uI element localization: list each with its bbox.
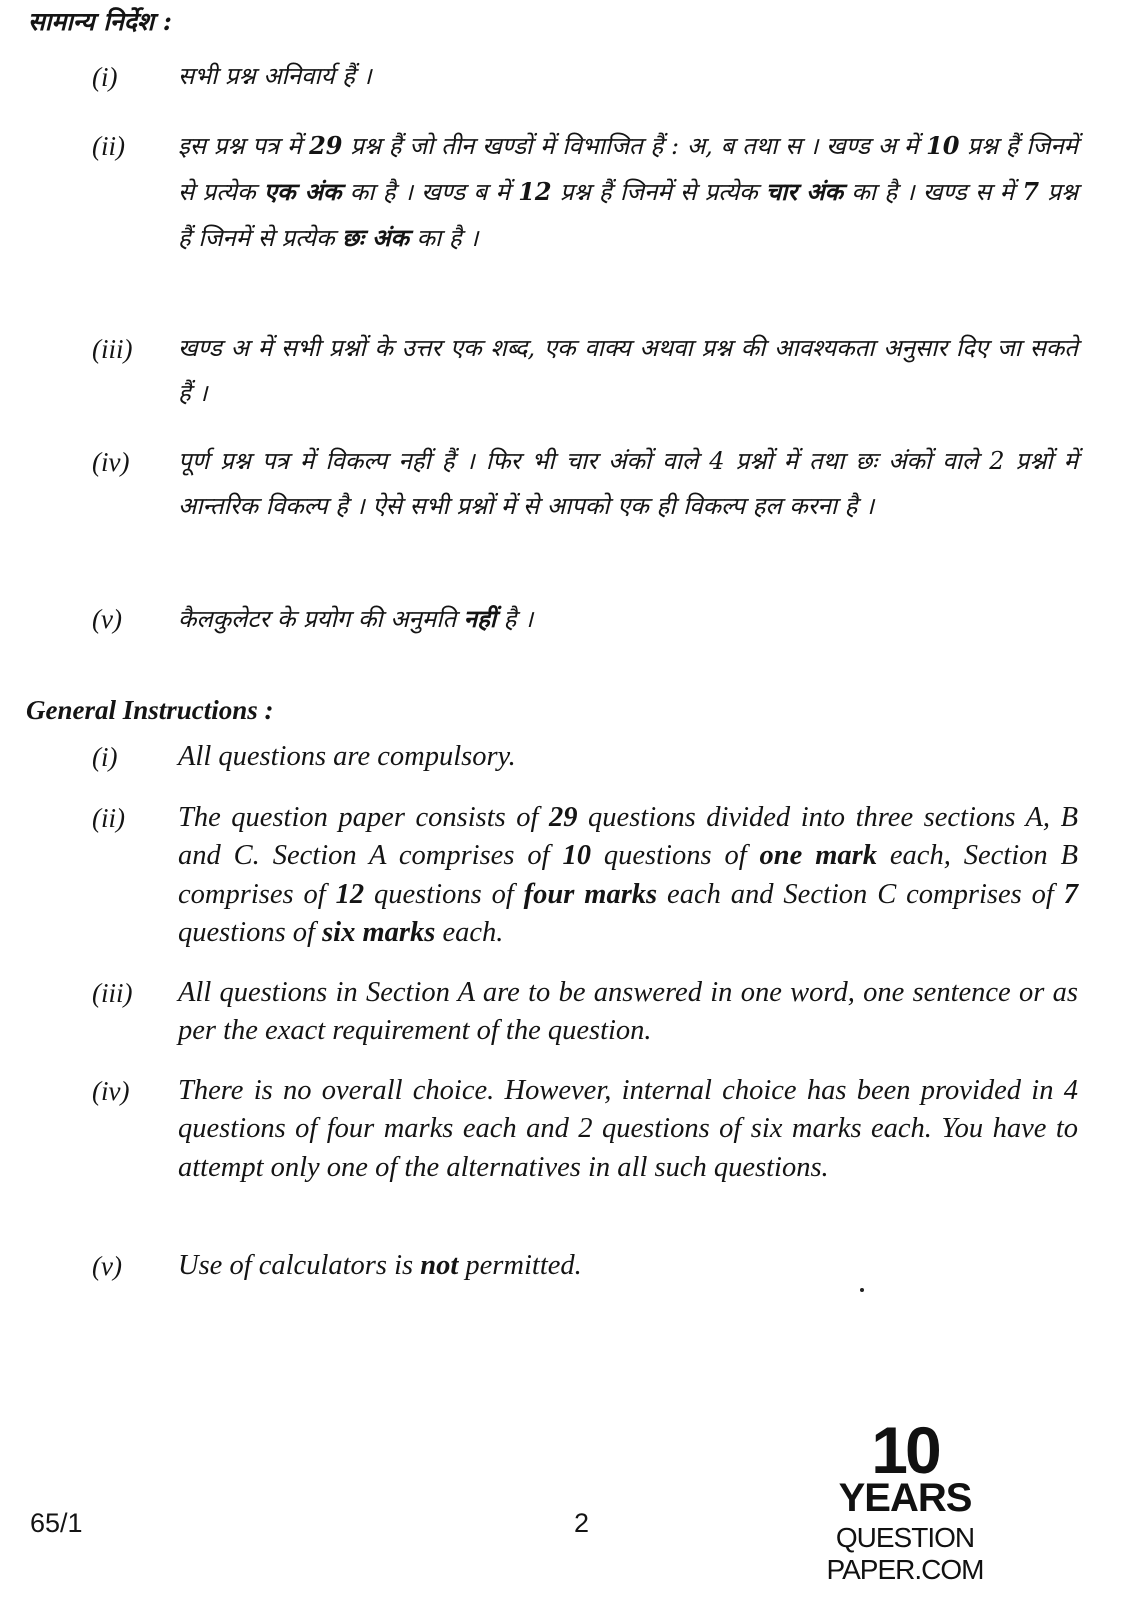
hindi-instructions-heading: सामान्य निर्देश : <box>28 7 172 36</box>
text-run: है । <box>496 605 534 633</box>
bold-text: छः अंक <box>342 223 409 252</box>
bold-text: 29 <box>309 131 343 160</box>
item-text <box>178 974 1078 1051</box>
bold-text: 12 <box>335 878 365 910</box>
text-run: कैलकुलेटर के प्रयोग की अनुमति <box>178 605 464 633</box>
text-run: questions of <box>590 840 760 872</box>
item-text <box>178 123 1078 261</box>
bold-text: चार अंक <box>765 177 844 206</box>
item-number: (i) <box>92 62 118 92</box>
text-run: The question paper consists of <box>178 802 549 833</box>
general-instructions-heading: General Instructions : <box>26 695 274 725</box>
text-run: का है । खण्ड ब में <box>341 178 519 206</box>
text-run: each and Section C comprises of <box>657 878 1064 910</box>
text-run: का है । <box>408 224 479 252</box>
item-text <box>178 799 1078 952</box>
text-run: All questions are compulsory. <box>178 741 516 772</box>
item-text <box>178 596 1078 642</box>
bold-text: 7 <box>1063 878 1078 910</box>
item-number: (ii) <box>92 131 125 161</box>
text-run: सभी प्रश्न अनिवार्य हैं । <box>178 62 372 90</box>
speck-mark <box>860 1288 864 1292</box>
text-run: permitted. <box>458 1250 582 1281</box>
bold-text: six marks <box>322 916 436 948</box>
page-number: 2 <box>574 1508 590 1538</box>
text-run: इस प्रश्न पत्र में <box>178 132 310 160</box>
bold-text: one mark <box>759 840 877 872</box>
text-run: each, Section B comprises of <box>178 840 1078 910</box>
item-number: (iv) <box>92 1076 130 1106</box>
paper-code: 65/1 <box>30 1508 83 1538</box>
bold-text: 12 <box>518 177 552 206</box>
item-text <box>178 738 1078 776</box>
item-text <box>178 1072 1078 1187</box>
bold-text: 10 <box>562 840 591 872</box>
text-run: questions of <box>364 878 524 910</box>
bold-text: एक अंक <box>263 177 342 206</box>
item-number: (v) <box>92 1251 122 1281</box>
text-run: each. <box>435 916 504 948</box>
logo-years: YEARS <box>838 1476 972 1520</box>
bold-text: four marks <box>523 878 658 910</box>
text-run: प्रश्न हैं जो तीन खण्डों में विभाजित हैं : अ, ब तथा स । खण्ड अ में <box>342 132 927 160</box>
text-run: का है । खण्ड स में <box>843 178 1023 206</box>
item-text <box>178 1247 1078 1285</box>
text-run: प्रश्न हैं जिनमें से प्रत्येक <box>551 178 766 206</box>
text-run: प्रश्न हैं जिनमें से प्रत्येक <box>178 132 1078 206</box>
bold-text: 7 <box>1022 177 1040 206</box>
item-number: (iii) <box>92 334 133 364</box>
text-run: questions of <box>178 916 323 948</box>
bold-text: नहीं <box>463 604 497 633</box>
item-number: (iv) <box>92 447 130 477</box>
text-run: questions divided into three sections A, B and C. Section A comprises of <box>178 802 1078 872</box>
text-run: Use of calculators is <box>178 1250 421 1281</box>
item-text <box>178 54 1078 99</box>
text-run: There is no overall choice. However, internal choice has been provided in 4 questions of four marks each and 2 questions of six marks each. You have to attempt only one of the alternatives in all such questions. <box>178 1075 1078 1183</box>
text-run: प्रश्न हैं जिनमें से प्रत्येक <box>178 178 1079 252</box>
text-run: All questions in Section A are to be answered in one word, one sentence or as per the exact requirement of the question. <box>178 977 1078 1047</box>
bold-text: not <box>420 1250 459 1281</box>
bold-text: 10 <box>926 131 960 160</box>
logo-number: 10 <box>871 1413 939 1487</box>
logo-site: QUESTION PAPER.COM <box>826 1522 984 1585</box>
item-text <box>178 326 1078 416</box>
item-number: (ii) <box>92 803 125 833</box>
item-number: (i) <box>92 742 118 772</box>
item-number: (v) <box>92 604 122 634</box>
item-number: (iii) <box>92 978 133 1008</box>
watermark-logo <box>765 1413 1045 1585</box>
item-text <box>178 439 1078 529</box>
text-run: खण्ड अ में सभी प्रश्नों के उत्तर एक शब्द, एक वाक्य अथवा प्रश्न की आवश्यकता अनुसार दिए जा सकते हैं । <box>178 334 1078 407</box>
bold-text: 29 <box>549 802 578 833</box>
text-run: पूर्ण प्रश्न पत्र में विकल्प नहीं हैं । फिर भी चार अंकों वाले 4 प्रश्नों में तथा छः अंकों वाले 2 प्रश्नों में आन्तरिक विकल्प है । ऐसे सभी प्रश्नों में से आपको एक ही विकल्प हल करना है । <box>178 447 1078 520</box>
